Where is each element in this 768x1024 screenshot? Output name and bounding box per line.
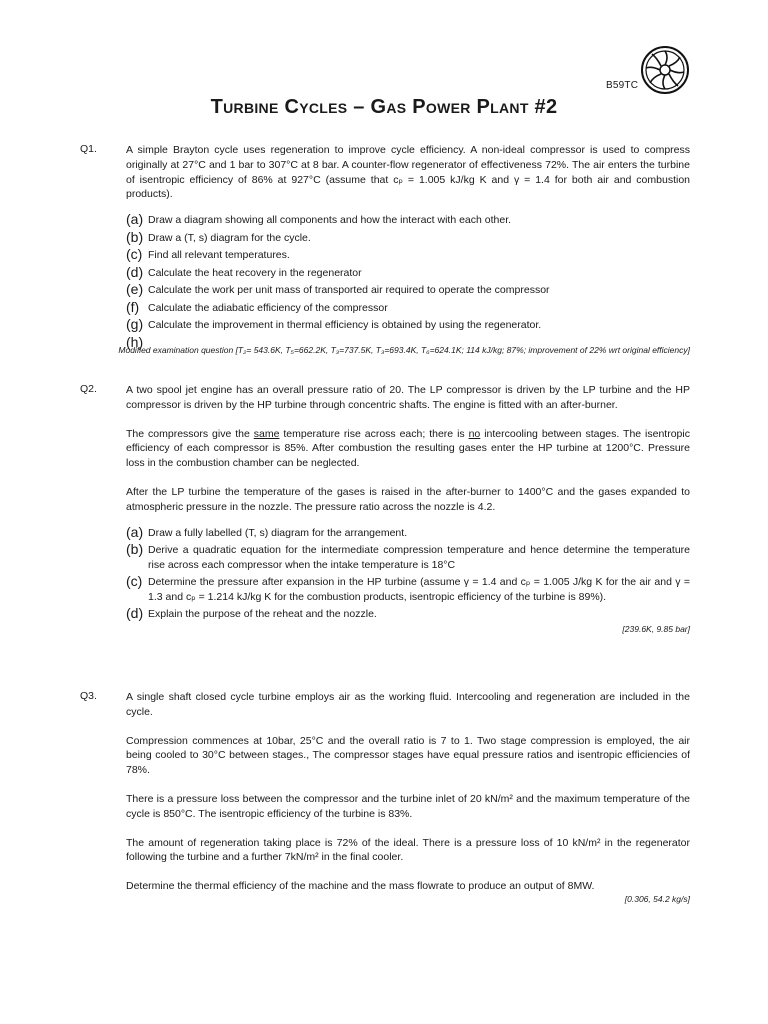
course-code: B59TC	[606, 80, 639, 91]
question-text: Determine the thermal efficiency of the machine and the mass flowrate to produce an output of 8MW.	[126, 880, 595, 893]
question-text: A two spool jet engine has an overall pressure ratio of 20. The LP compressor is driven by the LP turbine and the HP compressor is driven by the HP turbine through concentric shafts. The engine is fitted with an after-burner.	[126, 384, 690, 411]
sub-question-list	[126, 525, 690, 622]
list-item: (f) Calculate the adiabatic efficiency of the compressor	[126, 298, 388, 315]
question-number: Q1.	[80, 143, 97, 155]
question-text: The amount of regeneration taking place is 72% of the ideal. There is a pressure loss of 10 kN/m² in the regenerator following the turbine and a further 7kN/m² in the final cooler.	[126, 836, 690, 864]
answer-note: [239.6K, 9.85 bar]	[622, 623, 690, 634]
question-text: After the LP turbine the temperature of the gases is raised in the after-burner to 1400°C and the gases expanded to atmospheric pressure in the nozzle. The pressure ratio across the nozzle is 4.2.	[126, 485, 690, 513]
answer-note: Modified examination question [T₂= 543.6K, T₅=662.2K, T₃=737.5K, T₃=693.4K, T₆=624.1K; 114 kJ/kg; 87%; improvement of 22% wrt original efficiency]	[118, 345, 690, 355]
list-item: (d) Calculate the heat recovery in the regenerator	[126, 263, 362, 280]
question-text: The compressors give the same temperature rise across each; there is no intercooling between stages. The isentropic efficiency of each compressor is 85%. After combustion the resulting gases enter the HP turbine at 1200°C. Pressure loss in the combustion chamber can be neglected.	[126, 427, 690, 470]
list-item: (c) Determine the pressure after expansion in the HP turbine (assume γ = 1.4 and cₚ = 1.005 J/kg K for the air and γ = 1.3 and cₚ = 1.214 kJ/kg K for the combustion products, isentropic efficiency of the turbine is 89%).	[126, 573, 690, 603]
question-text: A simple Brayton cycle uses regeneration to improve cycle efficiency. A non-ideal compressor is used to compress originally at 27°C and 1 bar to 307°C at 8 bar. A counter-flow regenerator of effectiveness 72%. The air enters the turbine of isentropic efficiency of 86% at 927°C (assume that cₚ = 1.005 kJ/kg K and γ = 1.4 for both air and combustion products).	[126, 144, 690, 201]
list-item: (g) Calculate the improvement in thermal efficiency is obtained by using the regenerator.	[126, 316, 542, 333]
question-number: Q3.	[80, 690, 97, 702]
question-text: There is a pressure loss between the compressor and the turbine inlet of 20 kN/m² and the maximum temperature of the cycle is 850°C. The isentropic efficiency of the turbine is 83%.	[126, 792, 690, 820]
sub-question-list	[126, 212, 690, 349]
page-title: Turbine Cycles – Gas Power Plant #2	[210, 96, 558, 118]
list-item: (b) Draw a (T, s) diagram for the cycle.	[126, 228, 311, 245]
question-number: Q2.	[80, 383, 97, 395]
question-text: A single shaft closed cycle turbine employs air as the working fluid. Intercooling and regeneration are included in the cycle.	[126, 691, 690, 718]
list-item: (b) Derive a quadratic equation for the intermediate compression temperature and hence determine the temperature rise across each compressor when the intake temperature is 18°C	[126, 541, 690, 571]
turbine-wheel-icon	[640, 45, 690, 95]
list-item: (d) Explain the purpose of the reheat and the nozzle.	[126, 605, 377, 622]
list-item: (c) Find all relevant temperatures.	[126, 246, 290, 263]
question-text: Compression commences at 10bar, 25°C and the overall ratio is 7 to 1. Two stage compression is employed, the air being cooled to 30°C between stages., The compressor stages have equal pressure ratios and isentropic efficiencies of 78%.	[126, 734, 690, 777]
list-item: (h)	[126, 333, 144, 350]
list-item: (a) Draw a fully labelled (T, s) diagram for the arrangement.	[126, 523, 408, 540]
list-item: (e) Calculate the work per unit mass of transported air required to operate the compressor	[126, 281, 550, 298]
answer-note: [0.306, 54.2 kg/s]	[624, 893, 690, 904]
list-item: (a) Draw a diagram showing all components and how the interact with each other.	[126, 211, 512, 228]
